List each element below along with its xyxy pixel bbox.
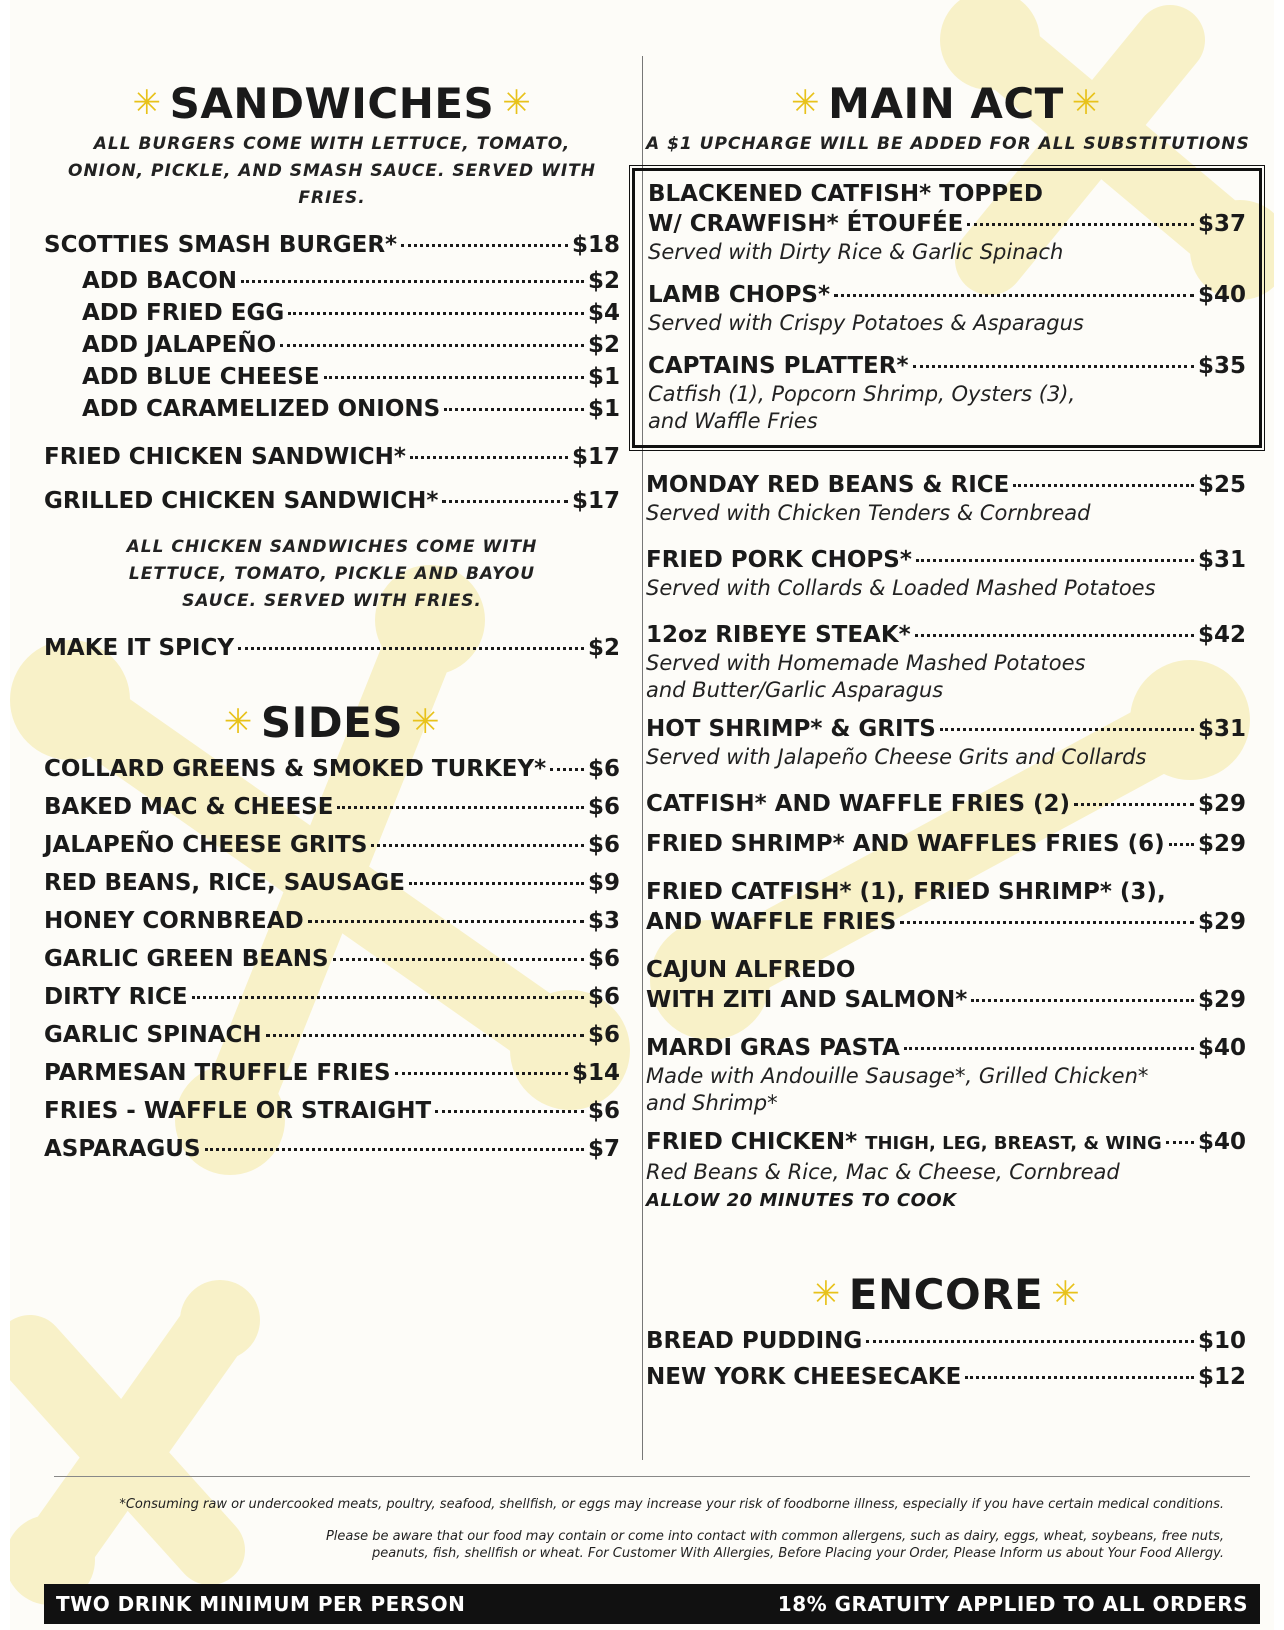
menu-page — [10, 0, 1274, 1630]
leader-dots — [409, 882, 584, 885]
footer-rule — [54, 1476, 1250, 1477]
menu-item-cajun-alfredo: WITH ZITI AND SALMON* $29 — [646, 987, 1246, 1013]
side-item: FRIES - WAFFLE OR STRAIGHT $6 — [44, 1098, 620, 1124]
leader-dots — [280, 344, 584, 347]
star-icon: ✳ — [1071, 83, 1101, 123]
sandwiches-heading: ✳ SANDWICHES ✳ — [132, 79, 532, 128]
menu-item-catfish-shrimp-combo: AND WAFFLE FRIES $29 — [646, 909, 1246, 935]
main-act-heading: ✳ MAIN ACT ✳ — [791, 79, 1101, 128]
burger-note: ALL BURGERS COME WITH LETTUCE, TOMATO, ONION, PICKLE, AND SMASH SAUCE. SERVED WITH FRIES. — [68, 134, 596, 208]
star-icon: ✳ — [791, 83, 821, 123]
menu-item-make-it-spicy: MAKE IT SPICY $2 — [44, 635, 620, 661]
leader-dots — [916, 559, 1194, 562]
item-description: Served with Homemade Mashed Potatoes — [646, 651, 1086, 675]
leader-dots — [308, 920, 584, 923]
right-column — [646, 78, 1250, 1392]
leader-dots — [241, 280, 584, 283]
chicken-note: ALL CHICKEN SANDWICHES COME WITH LETTUCE, TOMATO, PICKLE AND BAYOU SAUCE. SERVED WITH FRIES. — [126, 537, 538, 611]
item-description: Served with Crispy Potatoes & Asparagus — [648, 311, 1084, 335]
substitution-note: A $1 UPCHARGE WILL BE ADDED FOR ALL SUBSTITUTIONS — [646, 134, 1250, 154]
allergy-notice-line2: peanuts, fish, shellfish or wheat. For Customer With Allergies, Before Placing your Order, Please Inform us about Your Food Allergy. — [371, 1546, 1224, 1561]
leader-dots — [834, 294, 1194, 297]
side-item: RED BEANS, RICE, SAUSAGE $9 — [44, 870, 620, 896]
addon-blue-cheese: ADD BLUE CHEESE $1 — [82, 364, 620, 390]
leader-dots — [900, 921, 1194, 924]
allergy-notice-line1: Please be aware that our food may contain or come into contact with common allergens, such as dairy, eggs, wheat, soybeans, free nuts, — [325, 1529, 1224, 1544]
leader-dots — [913, 365, 1194, 368]
leader-dots — [1166, 1141, 1194, 1144]
leader-dots — [337, 806, 584, 809]
addon-fried-egg: ADD FRIED EGG $4 — [82, 300, 620, 326]
leader-dots — [205, 1148, 584, 1151]
side-item: GARLIC SPINACH $6 — [44, 1022, 620, 1048]
leader-dots — [288, 312, 584, 315]
gratuity-text: 18% GRATUITY APPLIED TO ALL ORDERS — [777, 1592, 1248, 1616]
item-description: and Butter/Garlic Asparagus — [646, 678, 944, 702]
menu-item-ribeye: 12oz RIBEYE STEAK* $42 — [646, 622, 1246, 648]
featured-box — [632, 168, 1262, 448]
menu-item-blackened-catfish: W/ CRAWFISH* ÉTOUFÉE $37 — [648, 211, 1246, 237]
leader-dots — [1013, 484, 1194, 487]
menu-item-grilled-chicken-sandwich: GRILLED CHICKEN SANDWICH* $17 — [44, 488, 620, 514]
cook-time-note: ALLOW 20 MINUTES TO COOK — [646, 1190, 957, 1211]
star-icon: ✳ — [502, 83, 532, 123]
item-description: Red Beans & Rice, Mac & Cheese, Cornbread — [646, 1160, 1120, 1184]
item-description: Served with Collards & Loaded Mashed Potatoes — [646, 576, 1156, 600]
menu-item-catfish-waffle: CATFISH* AND WAFFLE FRIES (2) $29 — [646, 791, 1246, 817]
menu-item-cajun-alfredo-line1: CAJUN ALFREDO — [646, 957, 856, 983]
side-item: PARMESAN TRUFFLE FRIES $14 — [44, 1060, 620, 1086]
drink-minimum-text: TWO DRINK MINIMUM PER PERSON — [56, 1592, 466, 1616]
leader-dots — [435, 1110, 584, 1113]
item-description: and Shrimp* — [646, 1091, 778, 1115]
item-description: Made with Andouille Sausage*, Grilled Chicken* — [646, 1064, 1149, 1088]
menu-item-shrimp-grits: HOT SHRIMP* & GRITS $31 — [646, 716, 1246, 742]
addon-caramelized-onions: ADD CARAMELIZED ONIONS $1 — [82, 396, 620, 422]
leader-dots — [324, 376, 584, 379]
leader-dots — [192, 996, 584, 999]
leader-dots — [401, 244, 568, 247]
leader-dots — [1074, 803, 1194, 806]
menu-item-pork-chops: FRIED PORK CHOPS* $31 — [646, 547, 1246, 573]
side-item: COLLARD GREENS & SMOKED TURKEY* $6 — [44, 756, 620, 782]
menu-item-lamb-chops: LAMB CHOPS* $40 — [648, 282, 1246, 308]
menu-item-red-beans: MONDAY RED BEANS & RICE $25 — [646, 472, 1246, 498]
addon-bacon: ADD BACON $2 — [82, 268, 620, 294]
encore-heading: ✳ ENCORE ✳ — [811, 1270, 1081, 1319]
menu-item-fried-chicken: FRIED CHICKEN* THIGH, LEG, BREAST, & WING $40 — [646, 1129, 1246, 1155]
leader-dots — [444, 408, 584, 411]
sides-heading: ✳ SIDES ✳ — [223, 698, 441, 747]
leader-dots — [904, 1047, 1194, 1050]
leader-dots — [965, 1376, 1194, 1379]
leader-dots — [333, 958, 584, 961]
leader-dots — [866, 1340, 1194, 1343]
item-description: Served with Chicken Tenders & Cornbread — [646, 501, 1091, 525]
leader-dots — [266, 1034, 584, 1037]
side-item: GARLIC GREEN BEANS $6 — [44, 946, 620, 972]
leader-dots — [915, 634, 1194, 637]
leader-dots — [371, 844, 584, 847]
leader-dots — [940, 728, 1194, 731]
star-icon: ✳ — [1051, 1274, 1081, 1314]
menu-item-catfish-shrimp-combo-line1: FRIED CATFISH* (1), FRIED SHRIMP* (3), — [646, 879, 1166, 905]
menu-item-shrimp-waffle: FRIED SHRIMP* AND WAFFLES FRIES (6) $29 — [646, 831, 1246, 857]
leader-dots — [238, 647, 584, 650]
leader-dots — [442, 500, 568, 503]
star-icon: ✳ — [223, 702, 253, 742]
item-description: Served with Dirty Rice & Garlic Spinach — [648, 240, 1064, 264]
addon-jalapeno: ADD JALAPEÑO $2 — [82, 332, 620, 358]
side-item: ASPARAGUS $7 — [44, 1136, 620, 1162]
side-item: JALAPEÑO CHEESE GRITS $6 — [44, 832, 620, 858]
star-icon: ✳ — [811, 1274, 841, 1314]
leader-dots — [410, 456, 568, 459]
star-icon: ✳ — [132, 83, 162, 123]
item-description: Served with Jalapeño Cheese Grits and Collards — [646, 745, 1147, 769]
item-description: and Waffle Fries — [648, 409, 818, 433]
menu-item-mardi-gras-pasta: MARDI GRAS PASTA $40 — [646, 1035, 1246, 1061]
menu-item-blackened-catfish-line1: BLACKENED CATFISH* TOPPED — [648, 181, 1043, 207]
side-item: HONEY CORNBREAD $3 — [44, 908, 620, 934]
menu-item-captains-platter: CAPTAINS PLATTER* $35 — [648, 353, 1246, 379]
star-icon: ✳ — [411, 702, 441, 742]
leader-dots — [395, 1072, 568, 1075]
leader-dots — [550, 768, 584, 771]
item-description: Catfish (1), Popcorn Shrimp, Oysters (3), — [648, 382, 1076, 406]
menu-item-cheesecake: NEW YORK CHEESECAKE $12 — [646, 1364, 1246, 1390]
leader-dots — [971, 999, 1194, 1002]
menu-item-smash-burger: SCOTTIES SMASH BURGER* $18 — [44, 232, 620, 258]
left-column — [44, 78, 620, 1164]
leader-dots — [1169, 843, 1194, 846]
policy-banner — [44, 1584, 1260, 1624]
food-safety-warning: *Consuming raw or undercooked meats, poultry, seafood, shellfish, or eggs may increase your risk of foodborne illness, especially if you have certain medical conditions. — [119, 1497, 1224, 1512]
menu-item-bread-pudding: BREAD PUDDING $10 — [646, 1328, 1246, 1354]
sides-list — [44, 754, 620, 1164]
side-item: DIRTY RICE $6 — [44, 984, 620, 1010]
leader-dots — [967, 223, 1194, 226]
menu-item-fried-chicken-sandwich: FRIED CHICKEN SANDWICH* $17 — [44, 444, 620, 470]
side-item: BAKED MAC & CHEESE $6 — [44, 794, 620, 820]
